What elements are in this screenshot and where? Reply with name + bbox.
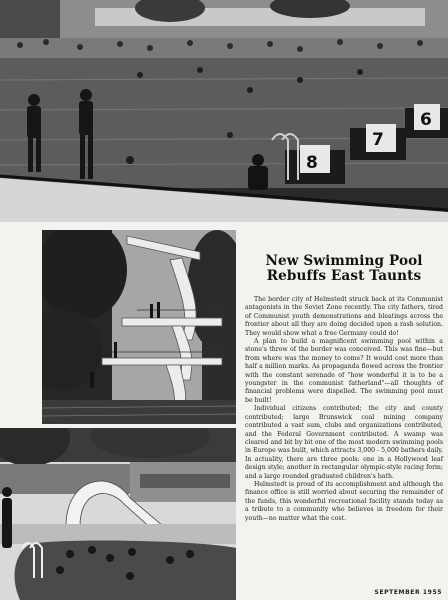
article-headline (245, 254, 443, 284)
article-paragraph: Individual citizens contributed; the city and county contributed; large Brunswick coal mining company contributed a vast sum, clubs and organizations contributed, and the Federal Government contributed. A swamp was cleared and bit by bit one of the most modern swimming pools in Europe was built, which attracts 3,000 - 5,000 bathers daily. In actuality, there are three pools: one in a Hollywood leaf design style; another in rectangular olympic-style racing form; and a large rounded graduated children's bath. (245, 405, 443, 480)
article-paragraph: Helmstedt is proud of its accomplishment and although the finance office is still worried about securing the remainder of the funds, this wonderful recreational facility stands today as a tribute to a community who believes in freedom for their youth—no matter what the cost. (245, 480, 443, 522)
lane-marker-7: 7 (372, 130, 384, 150)
lane-marker-6: 6 (420, 110, 432, 130)
article-paragraph: The border city of Helmstedt struck back at its Communist antagonists in the Soviet Zone recently. The city fathers, tired of Communist youth demonstrations and bleatings across the frontier about all they are doing decided upon a rash solution. They would show what a free Germany could do! (245, 296, 443, 337)
headline-line-2: Rebuffs East Taunts (266, 268, 422, 284)
slide-pool-photo (0, 428, 236, 600)
issue-footer: SEPTEMBER 1955 (374, 589, 442, 596)
lane-marker-8: 8 (306, 153, 318, 173)
article-paragraph: A plan to build a magnificent swimming pool within a stone's throw of the border was conceived. This was fine—but from where was the money to come? It would cost more than half a million marks. As propaganda flowed across the frontier with the constant serenade of "how wonderful it is to be a youngster in the communist fatherland"—all thoughts of financial problems were dispelled. The swimming pool must be built! (245, 338, 443, 404)
pool-crowd-photo (0, 0, 448, 222)
headline-line-1: New Swimming Pool (265, 253, 423, 269)
diving-tower-photo (42, 230, 236, 424)
article (245, 254, 443, 523)
